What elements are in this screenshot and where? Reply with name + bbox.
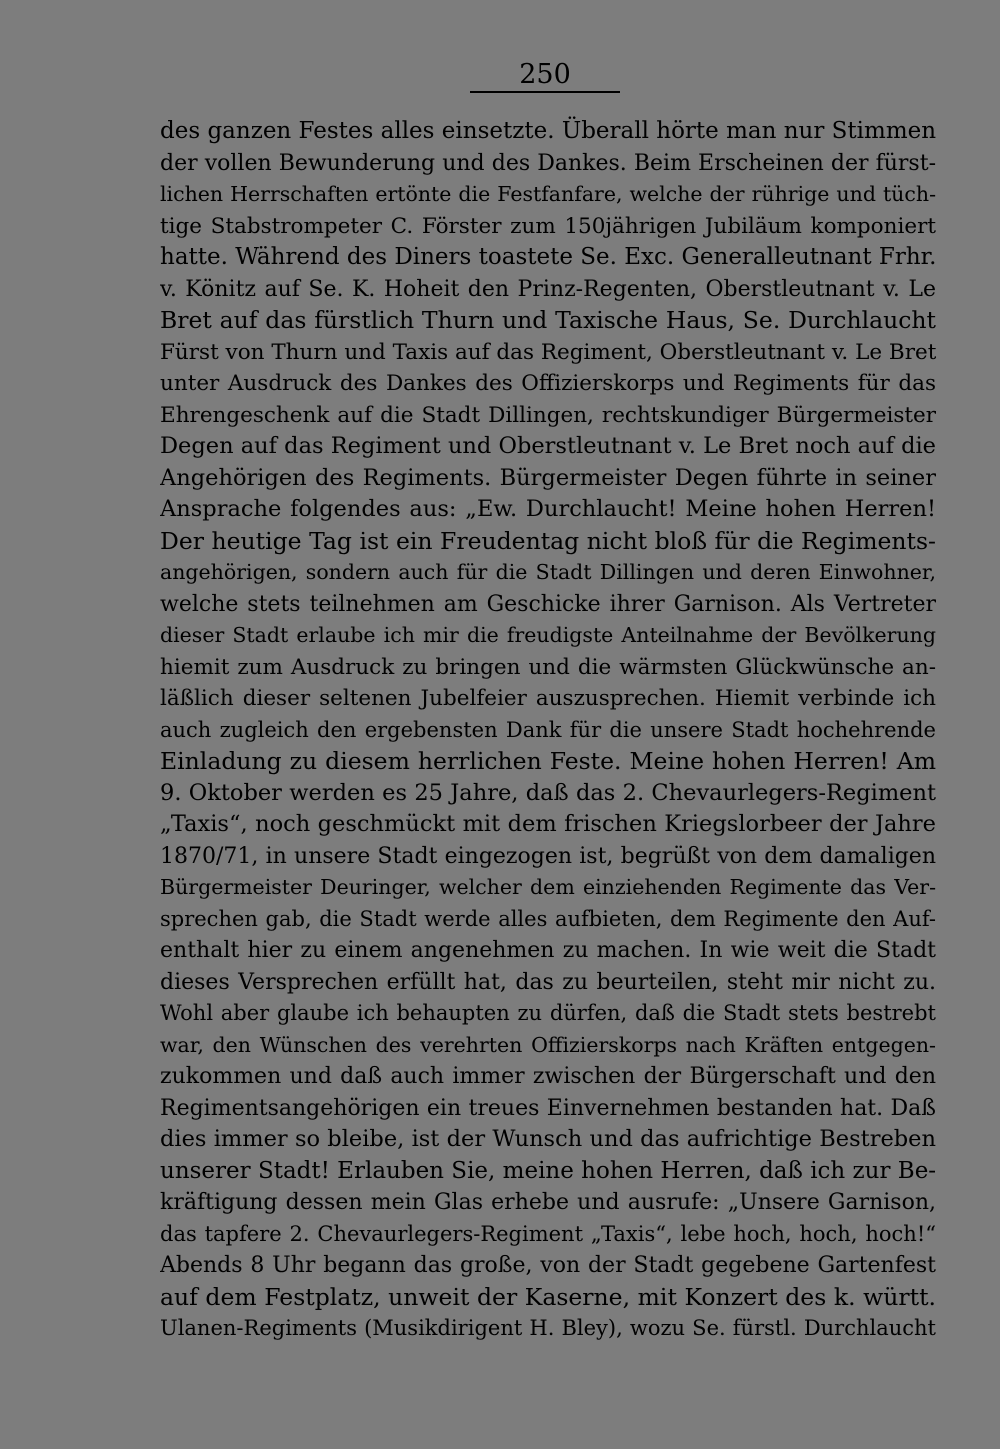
page-number-rule: [470, 91, 620, 93]
text-line: Bürgermeister Deuringer, welcher dem einziehenden Regimente das Ver-: [160, 875, 936, 899]
text-line: Regimentsangehörigen ein treues Einvernehmen bestanden hat. Daß: [160, 1095, 936, 1121]
text-line: Angehörigen des Regiments. Bürgermeister Degen führte in seiner: [160, 464, 936, 491]
text-line: war, den Wünschen des verehrten Offizierskorps nach Kräften entgegen-: [160, 1032, 936, 1057]
text-line: dieser Stadt erlaube ich mir die freudigste Anteilnahme der Bevölkerung: [160, 623, 936, 647]
text-line: Degen auf das Regiment und Oberstleutnant v. Le Bret noch auf die: [160, 433, 936, 459]
text-line: Ansprache folgendes aus: „Ew. Durchlaucht! Meine hohen Herren!: [160, 496, 936, 522]
text-line: der vollen Bewunderung und des Dankes. Beim Erscheinen der fürst-: [160, 150, 936, 176]
text-line: sprechen gab, die Stadt werde alles aufbieten, dem Regimente den Auf-: [160, 906, 936, 931]
text-line: enthalt hier zu einem angenehmen zu machen. In wie weit die Stadt: [160, 938, 936, 963]
text-line: Bret auf das fürstlich Thurn und Taxische Haus, Se. Durchlaucht: [160, 306, 936, 334]
text-line: „Taxis“, noch geschmückt mit dem frischen Kriegslorbeer der Jahre: [160, 811, 936, 837]
text-line: kräftigung dessen mein Glas erhebe und ausrufe: „Unsere Garnison,: [160, 1190, 936, 1215]
text-line: welche stets teilnehmen am Geschicke ihrer Garnison. Als Vertreter: [160, 591, 936, 617]
text-line: Der heutige Tag ist ein Freudentag nicht bloß für die Regiments-: [160, 526, 936, 555]
text-line: hiemit zum Ausdruck zu bringen und die wärmsten Glückwünsche an-: [160, 654, 936, 680]
text-line: 1870/71, in unsere Stadt eingezogen ist, begrüßt von dem damaligen: [160, 843, 936, 869]
text-line: tige Stabstrompeter C. Förster zum 150jährigen Jubiläum komponiert: [160, 213, 936, 239]
text-line: hatte. Während des Diners toastete Se. Exc. Generalleutnant Frhr.: [160, 244, 936, 270]
text-line: Ulanen-Regiments (Musikdirigent H. Bley), wozu Se. fürstl. Durchlaucht: [160, 1316, 936, 1340]
text-line: lichen Herrschaften ertönte die Festfanfare, welche der rührige und tüch-: [160, 182, 936, 206]
text-line: dies immer so bleibe, ist der Wunsch und das aufrichtige Bestreben: [160, 1126, 936, 1152]
text-line: Ehrengeschenk auf die Stadt Dillingen, rechtskundiger Bürgermeister: [160, 402, 936, 428]
text-line: zukommen und daß auch immer zwischen der Bürgerschaft und den: [160, 1064, 936, 1089]
body-text: [160, 116, 936, 1345]
page-number: 250: [519, 59, 571, 90]
text-line: das tapfere 2. Chevaurlegers-Regiment „Taxis“, lebe hoch, hoch, hoch!“: [160, 1221, 936, 1246]
text-line: Fürst von Thurn und Taxis auf das Regiment, Oberstleutnant v. Le Bret: [160, 339, 936, 365]
text-line: auch zugleich den ergebensten Dank für die unsere Stadt hochehrende: [160, 717, 936, 742]
text-line: auf dem Festplatz, unweit der Kaserne, mit Konzert des k. württ.: [160, 1282, 936, 1311]
text-line: Wohl aber glaube ich behaupten zu dürfen, daß die Stadt stets bestrebt: [160, 1001, 936, 1025]
text-line: angehörigen, sondern auch für die Stadt Dillingen und deren Einwohner,: [160, 560, 936, 584]
text-line: dieses Versprechen erfüllt hat, das zu beurteilen, steht mir nicht zu.: [160, 969, 936, 995]
text-line: v. Könitz auf Se. K. Hoheit den Prinz-Regenten, Oberstleutnant v. Le: [160, 276, 936, 302]
text-line: 9. Oktober werden es 25 Jahre, daß das 2. Chevaurlegers-Regiment: [160, 779, 936, 806]
text-line: des ganzen Festes alles einsetzte. Überall hörte man nur Stimmen: [160, 118, 936, 144]
text-line: Abends 8 Uhr begann das große, von der Stadt gegebene Gartenfest: [160, 1253, 936, 1278]
text-line: Einladung zu diesem herrlichen Feste. Meine hohen Herren! Am: [160, 747, 936, 775]
text-line: unserer Stadt! Erlauben Sie, meine hohen Herren, daß ich zur Be-: [160, 1157, 936, 1184]
text-line: läßlich dieser seltenen Jubelfeier auszusprechen. Hiemit verbinde ich: [160, 686, 936, 711]
text-line: unter Ausdruck des Dankes des Offizierskorps und Regiments für das: [160, 371, 936, 396]
